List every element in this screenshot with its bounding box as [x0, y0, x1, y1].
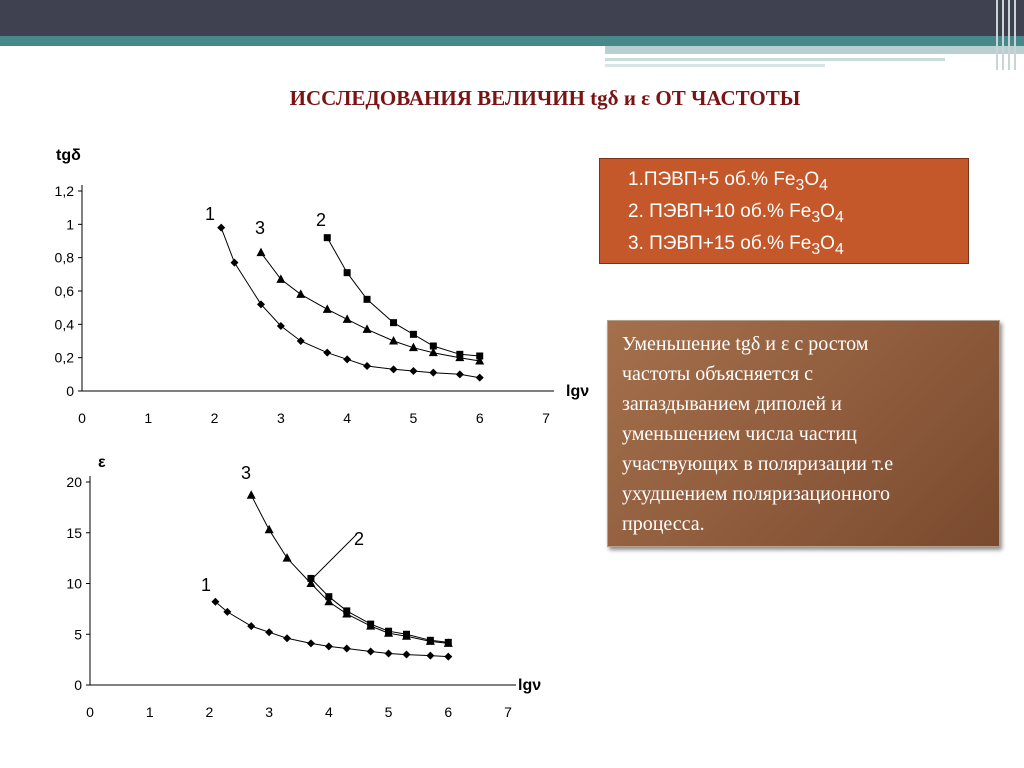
series-1-label: 1	[201, 575, 212, 595]
series-3-line	[261, 253, 480, 361]
x-tick-label: 7	[542, 410, 550, 426]
decor-vertical-lines	[994, 0, 1024, 70]
y-tick-label: 0,4	[54, 316, 74, 333]
decor-stripe	[605, 64, 825, 67]
top-bar	[0, 0, 1024, 36]
y-tick-label: 20	[66, 474, 82, 490]
series-2-label: 2	[354, 529, 365, 549]
note-line: уменьшением числа частиц	[622, 423, 857, 445]
x-axis-label: lgν	[566, 383, 590, 400]
note-line: частоты объясняется с	[622, 363, 814, 385]
series-2-leader	[312, 535, 356, 579]
series-2-line	[327, 238, 479, 356]
legend-item-2-sub2: 4	[834, 208, 844, 226]
series-1-point	[456, 370, 464, 378]
series-1-point	[390, 365, 398, 373]
legend-item-1-sub2: 4	[819, 176, 828, 194]
note-line: ухудшением поляризационного	[622, 483, 890, 505]
series-2-point	[344, 269, 351, 276]
legend-item-1	[628, 169, 828, 195]
series-1-point	[426, 652, 434, 660]
series-1-point	[283, 634, 291, 642]
series-3-label: 3	[241, 463, 252, 483]
y-tick-label: 1	[66, 216, 74, 233]
y-tick-label: 0	[66, 383, 74, 399]
x-tick-label: 3	[276, 410, 285, 426]
x-tick-label: 5	[384, 704, 393, 720]
series-1-point	[247, 622, 255, 630]
series-1-point	[297, 337, 305, 345]
series-1-point	[325, 642, 333, 650]
note-line: процесса.	[622, 513, 705, 535]
y-axis-label: tgδ	[56, 147, 81, 164]
series-1-point	[323, 349, 331, 357]
series-2-line	[311, 578, 448, 642]
x-tick-label: 3	[265, 704, 274, 720]
y-tick-label: 0,8	[54, 249, 74, 266]
explanation-note	[607, 320, 1000, 547]
legend-item-3-mid: O	[820, 233, 835, 254]
series-3-point	[247, 490, 256, 499]
series-1-point	[367, 648, 375, 656]
series-3-point	[363, 324, 372, 333]
legend-item-3	[628, 233, 844, 259]
series-2-point	[364, 296, 371, 303]
y-tick-label: 0,6	[54, 283, 74, 299]
series-3-line	[251, 495, 448, 643]
y-axis-label: ε	[98, 454, 106, 471]
epsilon-chart	[0, 445, 600, 725]
legend-item-1-sub1: 3	[795, 176, 805, 194]
series-1-point	[409, 367, 417, 375]
x-tick-label: 6	[444, 704, 453, 720]
series-3-point	[296, 289, 305, 298]
series-3-point	[283, 553, 292, 562]
y-tick-label: 0,2	[54, 349, 74, 366]
x-tick-label: 1	[144, 410, 153, 426]
x-tick-label: 0	[78, 410, 86, 426]
series-3-point	[256, 248, 265, 257]
series-1-point	[429, 369, 437, 377]
x-tick-label: 4	[324, 704, 333, 720]
note-line: участвующих в поляризации т.е	[622, 453, 894, 475]
note-line: запаздыванием диполей и	[622, 393, 842, 415]
legend-item-2-mid: O	[820, 201, 835, 222]
legend-item-3-sub2: 4	[834, 240, 844, 258]
series-1-point	[230, 259, 238, 267]
series-1-point	[265, 628, 273, 636]
series-1-point	[307, 639, 315, 647]
x-axis-label: lgν	[518, 677, 542, 694]
series-3-point	[389, 336, 398, 345]
accent-stripe	[0, 36, 1024, 46]
series-2-point	[390, 319, 397, 326]
decor-stripe	[605, 58, 945, 61]
series-2-label: 2	[316, 210, 327, 230]
x-tick-label: 0	[86, 704, 94, 720]
series-1-point	[363, 362, 371, 370]
series-1-point	[385, 650, 393, 658]
x-tick-label: 6	[475, 410, 484, 426]
slide-title: ИССЛЕДОВАНИЯ ВЕЛИЧИН tgδ и ε ОТ ЧАСТОТЫ	[289, 86, 801, 110]
x-tick-label: 7	[504, 704, 512, 720]
x-tick-label: 2	[205, 704, 214, 720]
tg-delta-chart	[0, 130, 600, 440]
y-tick-label: 5	[74, 626, 82, 643]
series-3-point	[343, 314, 352, 323]
legend-item-1-text: 1.ПЭВП+5 об.% Fe	[628, 169, 796, 190]
legend-item-2-text: 2. ПЭВП+10 об.% Fe	[628, 201, 812, 222]
legend-item-3-text: 3. ПЭВП+15 об.% Fe	[628, 233, 812, 254]
note-line: Уменьшение tgδ и ε с ростом	[622, 333, 869, 355]
x-tick-label: 1	[145, 704, 154, 720]
y-tick-label: 15	[66, 524, 82, 541]
x-tick-label: 4	[343, 410, 352, 426]
series-2-point	[324, 234, 331, 241]
series-3-point	[323, 304, 332, 313]
series-1-point	[402, 651, 410, 659]
y-tick-label: 0	[74, 677, 82, 693]
x-tick-label: 2	[210, 410, 219, 426]
series-3-label: 3	[255, 218, 266, 238]
series-1-label: 1	[205, 204, 216, 224]
series-1-point	[217, 224, 225, 232]
series-1-point	[444, 653, 452, 661]
legend-item-3-sub1: 3	[811, 240, 821, 258]
x-tick-label: 5	[409, 410, 418, 426]
y-tick-label: 1,2	[54, 183, 74, 199]
series-1-point	[343, 644, 351, 652]
series-2-point	[410, 331, 417, 338]
legend-item-1-mid: O	[804, 169, 820, 190]
y-tick-label: 10	[66, 575, 82, 592]
legend-item-2	[628, 201, 844, 227]
legend-box	[599, 158, 969, 264]
series-3-point	[265, 525, 274, 534]
series-1-point	[476, 374, 484, 382]
series-1-point	[343, 355, 351, 363]
decor-stripe	[605, 46, 1024, 54]
legend-item-2-sub1: 3	[811, 208, 821, 226]
